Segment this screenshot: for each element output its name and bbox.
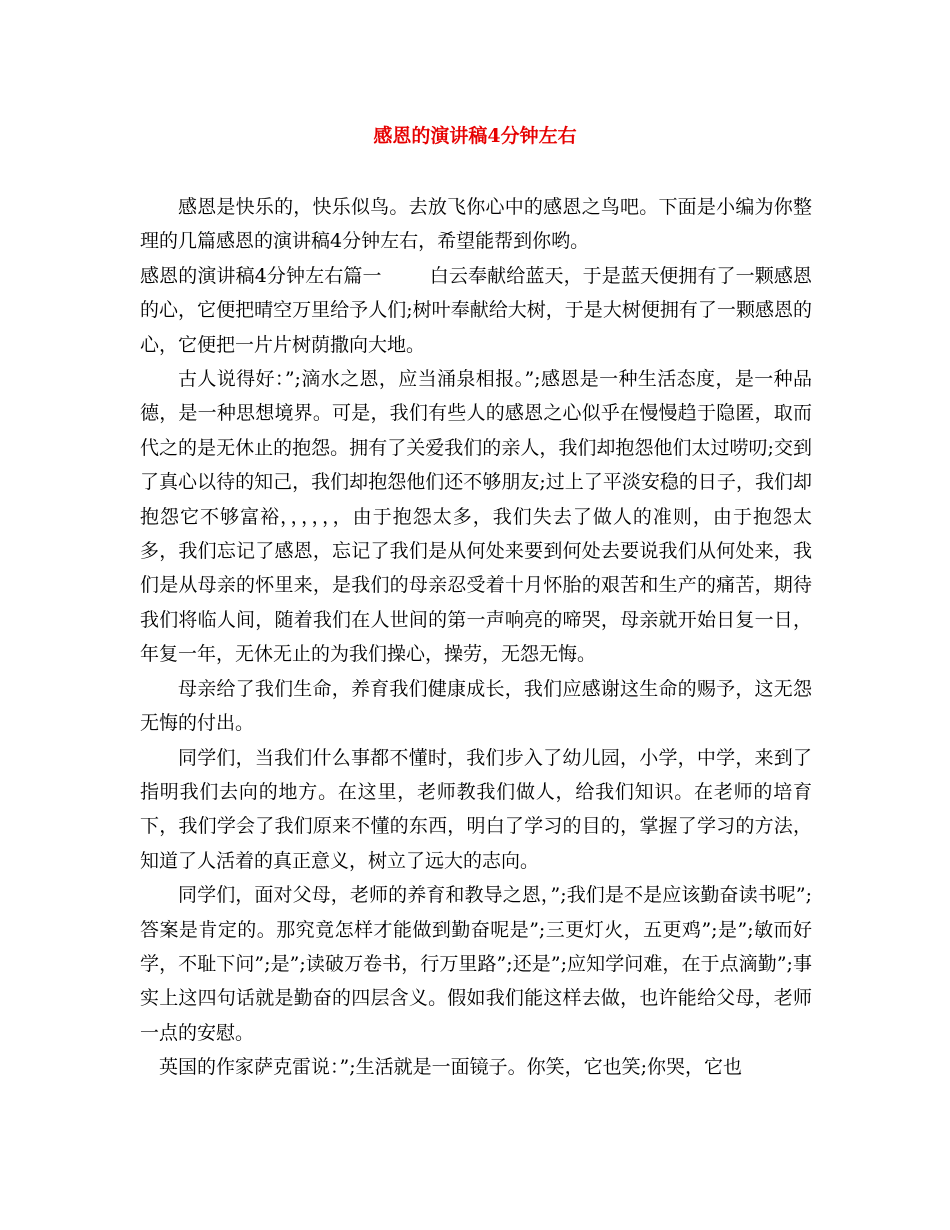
- section1-paragraph: [140, 259, 812, 362]
- body-paragraph: 同学们，当我们什么事都不懂时，我们步入了幼儿园，小学，中学，来到了指明我们去向的地方。在这里，老师教我们做人，给我们知识。在老师的培育下，我们学会了我们原来不懂的东西，明白了学习的目的，掌握了学习的方法，知道了人活着的真正意义，树立了远大的志向。: [140, 746, 812, 872]
- section1-heading: 感恩的演讲稿4分钟左右篇一: [140, 264, 382, 287]
- document-title: 感恩的演讲稿4分钟左右: [373, 125, 577, 147]
- body-paragraph: 古人说得好：”;滴水之恩，应当涌泉相报。”;感恩是一种生活态度，是一种品德，是一种思想境界。可是，我们有些人的感恩之心似乎在慢慢趋于隐匿，取而代之的是无休止的抱怨。拥有了关爱我们的亲人，我们却抱怨他们太过唠叨;交到了真心以待的知己，我们却抱怨他们还不够朋友;过上了平淡安稳的日子，我们却抱怨它不够富裕，，，，，，由于抱怨太多，我们失去了做人的准则，由于抱怨太多，我们忘记了感恩，忘记了我们是从何处来要到何处去要说我们从何处来，我们是从母亲的怀里来，是我们的母亲忍受着十月怀胎的艰苦和生产的痛苦，期待我们将临人间，随着我们在人世间的第一声响亮的啼哭，母亲就开始日复一日，年复一年，无休无止的为我们操心，操劳，无怨无悔。: [140, 368, 812, 666]
- body-paragraph: 母亲给了我们生命，养育我们健康成长，我们应感谢这生命的赐予，这无怨无悔的付出。: [140, 677, 812, 735]
- intro-paragraph: 感恩是快乐的，快乐似鸟。去放飞你心中的感恩之鸟吧。下面是小编为你整理的几篇感恩的演讲稿4分钟左右，希望能帮到你哟。: [140, 196, 812, 253]
- body-paragraph: 同学们，面对父母，老师的养育和教导之恩，”;我们是不是应该勤奋读书呢”;答案是肯定的。那究竟怎样才能做到勤奋呢是”;三更灯火，五更鸡”;是”;敏而好学，不耻下问”;是”;读破万卷书，行万里路”;还是”;应知学问难，在于点滴勤”;事实上这四句话就是勤奋的四层含义。假如我们能这样去做，也许能给父母，老师一点的安慰。: [140, 884, 812, 1044]
- section1-text: 白云奉献给蓝天，于是蓝天便拥有了一颗感恩的心，它便把晴空万里给予人们;树叶奉献给大树，于是大树便拥有了一颗感恩的心，它便把一片片树荫撒向大地。: [140, 264, 812, 356]
- last-paragraph: 英国的作家萨克雷说：”;生活就是一面镜子。你笑，它也笑;你哭，它也: [159, 1056, 743, 1079]
- document-body: [140, 190, 812, 1085]
